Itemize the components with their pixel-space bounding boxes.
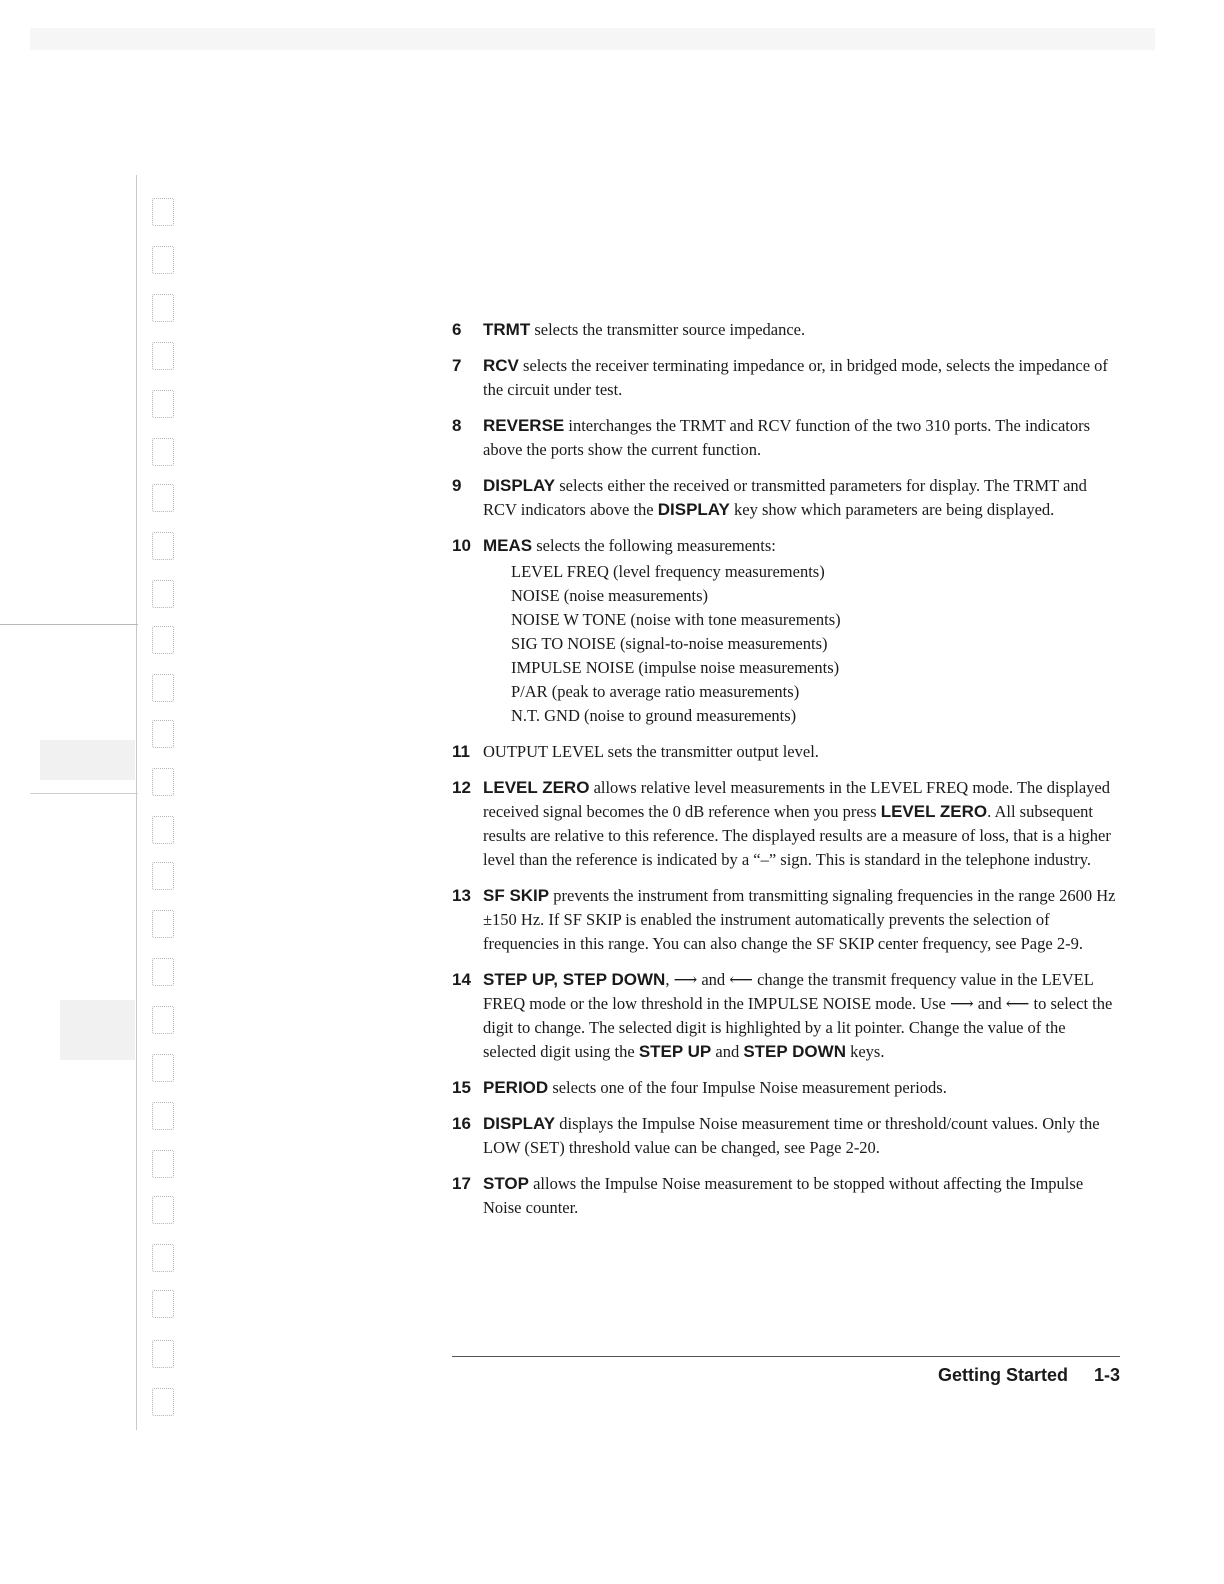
binding-hole xyxy=(152,246,174,274)
item-text: keys. xyxy=(845,1042,885,1061)
scan-band xyxy=(30,28,1155,50)
binding-hole xyxy=(152,1340,174,1368)
key-label: STEP UP xyxy=(638,1042,712,1061)
measurement-item: N.T. GND (noise to ground measurements) xyxy=(511,706,797,725)
item-text: selects one of the four Impulse Noise measurement periods. xyxy=(548,1078,947,1097)
key-label: DISPLAY xyxy=(657,500,730,519)
list-item xyxy=(452,1076,1122,1100)
item-text: , ⟶ and ⟵ change the transmit frequency value in the LEVEL FREQ mode or the low threshold in the IMPULSE NOISE mode. Use ⟶ and ⟵ to select the digit to change. The selected digit is highlighted by a lit pointer. Change the value of the selected digit using the xyxy=(483,970,1113,1061)
key-label: RCV xyxy=(483,356,519,375)
binding-hole xyxy=(152,1054,174,1082)
list-item xyxy=(452,740,1122,764)
binding-hole xyxy=(152,198,174,226)
binding-hole xyxy=(152,674,174,702)
key-label: SF SKIP xyxy=(483,886,550,905)
binding-hole xyxy=(152,1244,174,1272)
binding-hole xyxy=(152,1102,174,1130)
binding-margin-line xyxy=(136,175,137,1430)
item-text: key show which parameters are being displayed. xyxy=(729,500,1055,519)
item-number: 17 xyxy=(452,1174,471,1193)
item-number: 15 xyxy=(452,1078,471,1097)
binding-hole xyxy=(152,342,174,370)
binding-hole xyxy=(152,1006,174,1034)
footer-section-title: Getting Started xyxy=(937,1365,1068,1385)
list-item xyxy=(452,884,1122,956)
binding-hole xyxy=(152,910,174,938)
list-item xyxy=(452,1112,1122,1160)
item-text: selects the receiver terminating impedance or, in bridged mode, selects the impedance of the circuit under test. xyxy=(483,356,1108,399)
binding-hole xyxy=(152,294,174,322)
item-text: allows the Impulse Noise measurement to be stopped without affecting the Impulse Noise counter. xyxy=(483,1174,1084,1217)
binding-hole xyxy=(152,1290,174,1318)
binding-hole xyxy=(152,816,174,844)
binding-hole xyxy=(152,438,174,466)
key-label: LEVEL ZERO xyxy=(483,778,590,797)
footer-rule xyxy=(452,1356,1120,1357)
margin-smudge xyxy=(60,1000,135,1060)
list-item xyxy=(452,414,1122,462)
list-item xyxy=(452,354,1122,402)
binding-hole xyxy=(152,768,174,796)
item-number: 7 xyxy=(452,356,462,375)
key-label: STEP UP, STEP DOWN xyxy=(483,970,666,989)
item-text: interchanges the TRMT and RCV function of the two 310 ports. The indicators above the ports show the current function. xyxy=(483,416,1091,459)
key-label: TRMT xyxy=(483,320,531,339)
item-text: selects either the received or transmitted parameters for display. The TRMT and RCV indicators above the xyxy=(483,476,1087,519)
measurement-item: NOISE W TONE (noise with tone measurements) xyxy=(511,610,841,629)
list-item xyxy=(452,534,1122,728)
key-label: STEP DOWN xyxy=(743,1042,846,1061)
measurement-item: LEVEL FREQ (level frequency measurements) xyxy=(511,562,825,581)
binding-hole xyxy=(152,1388,174,1416)
measurement-list xyxy=(511,560,1122,728)
list-item xyxy=(452,318,1122,342)
item-number: 12 xyxy=(452,778,471,797)
measurement-item: NOISE (noise measurements) xyxy=(511,586,709,605)
item-number: 14 xyxy=(452,970,471,989)
binding-hole xyxy=(152,484,174,512)
list-item xyxy=(452,776,1122,872)
item-number: 13 xyxy=(452,886,471,905)
measurement-item: P/AR (peak to average ratio measurements) xyxy=(511,682,800,701)
key-label: MEAS xyxy=(483,536,533,555)
binding-hole xyxy=(152,532,174,560)
key-label: STOP xyxy=(483,1174,529,1193)
item-text: and xyxy=(711,1042,744,1061)
item-number: 16 xyxy=(452,1114,471,1133)
list-item xyxy=(452,1172,1122,1220)
measurement-item: SIG TO NOISE (signal-to-noise measurements) xyxy=(511,634,828,653)
binding-hole xyxy=(152,720,174,748)
item-text: selects the following measurements: xyxy=(532,536,776,555)
key-label: DISPLAY xyxy=(483,476,556,495)
binding-hole xyxy=(152,580,174,608)
list-item xyxy=(452,474,1122,522)
binding-hole xyxy=(152,390,174,418)
item-text: allows relative level measurements in the LEVEL FREQ mode. The displayed received signal becomes the 0 dB reference when you press xyxy=(483,778,1110,821)
binding-hole xyxy=(152,626,174,654)
page-number: 1-3 xyxy=(1093,1365,1120,1385)
list-item xyxy=(452,968,1122,1064)
item-number: 6 xyxy=(452,320,462,339)
item-text: selects the transmitter source impedance. xyxy=(530,320,806,339)
margin-smudge xyxy=(40,740,135,780)
item-number: 10 xyxy=(452,536,471,555)
key-label: LEVEL ZERO xyxy=(880,802,988,821)
main-content xyxy=(452,318,1122,1232)
item-text: displays the Impulse Noise measurement time or threshold/count values. Only the LOW (SET) threshold value can be changed, see Page 2-20. xyxy=(483,1114,1100,1157)
binding-hole xyxy=(152,958,174,986)
item-number: 11 xyxy=(452,742,470,761)
margin-rule xyxy=(0,624,138,625)
item-text: OUTPUT LEVEL sets the transmitter output level. xyxy=(483,742,819,761)
key-label: PERIOD xyxy=(483,1078,549,1097)
binding-hole xyxy=(152,1196,174,1224)
margin-rule xyxy=(30,793,138,794)
binding-hole xyxy=(152,1150,174,1178)
key-label: DISPLAY xyxy=(483,1114,556,1133)
measurement-item: IMPULSE NOISE (impulse noise measurements) xyxy=(511,658,840,677)
binding-hole xyxy=(152,862,174,890)
item-number: 9 xyxy=(452,476,462,495)
key-label: REVERSE xyxy=(483,416,565,435)
item-number: 8 xyxy=(452,416,462,435)
item-text: prevents the instrument from transmitting signaling frequencies in the range 2600 Hz ±150 Hz. If SF SKIP is enabled the instrument automatically prevents the selection of frequencies in this range. You can also change the SF SKIP center frequency, see Page 2-9. xyxy=(483,886,1116,953)
page-footer xyxy=(452,1365,1120,1386)
item-text: . All subsequent results are relative to this reference. The displayed results are a measure of loss, that is a higher level than the reference is indicated by a “–” sign. This is standard in the telephone industry. xyxy=(483,802,1111,869)
